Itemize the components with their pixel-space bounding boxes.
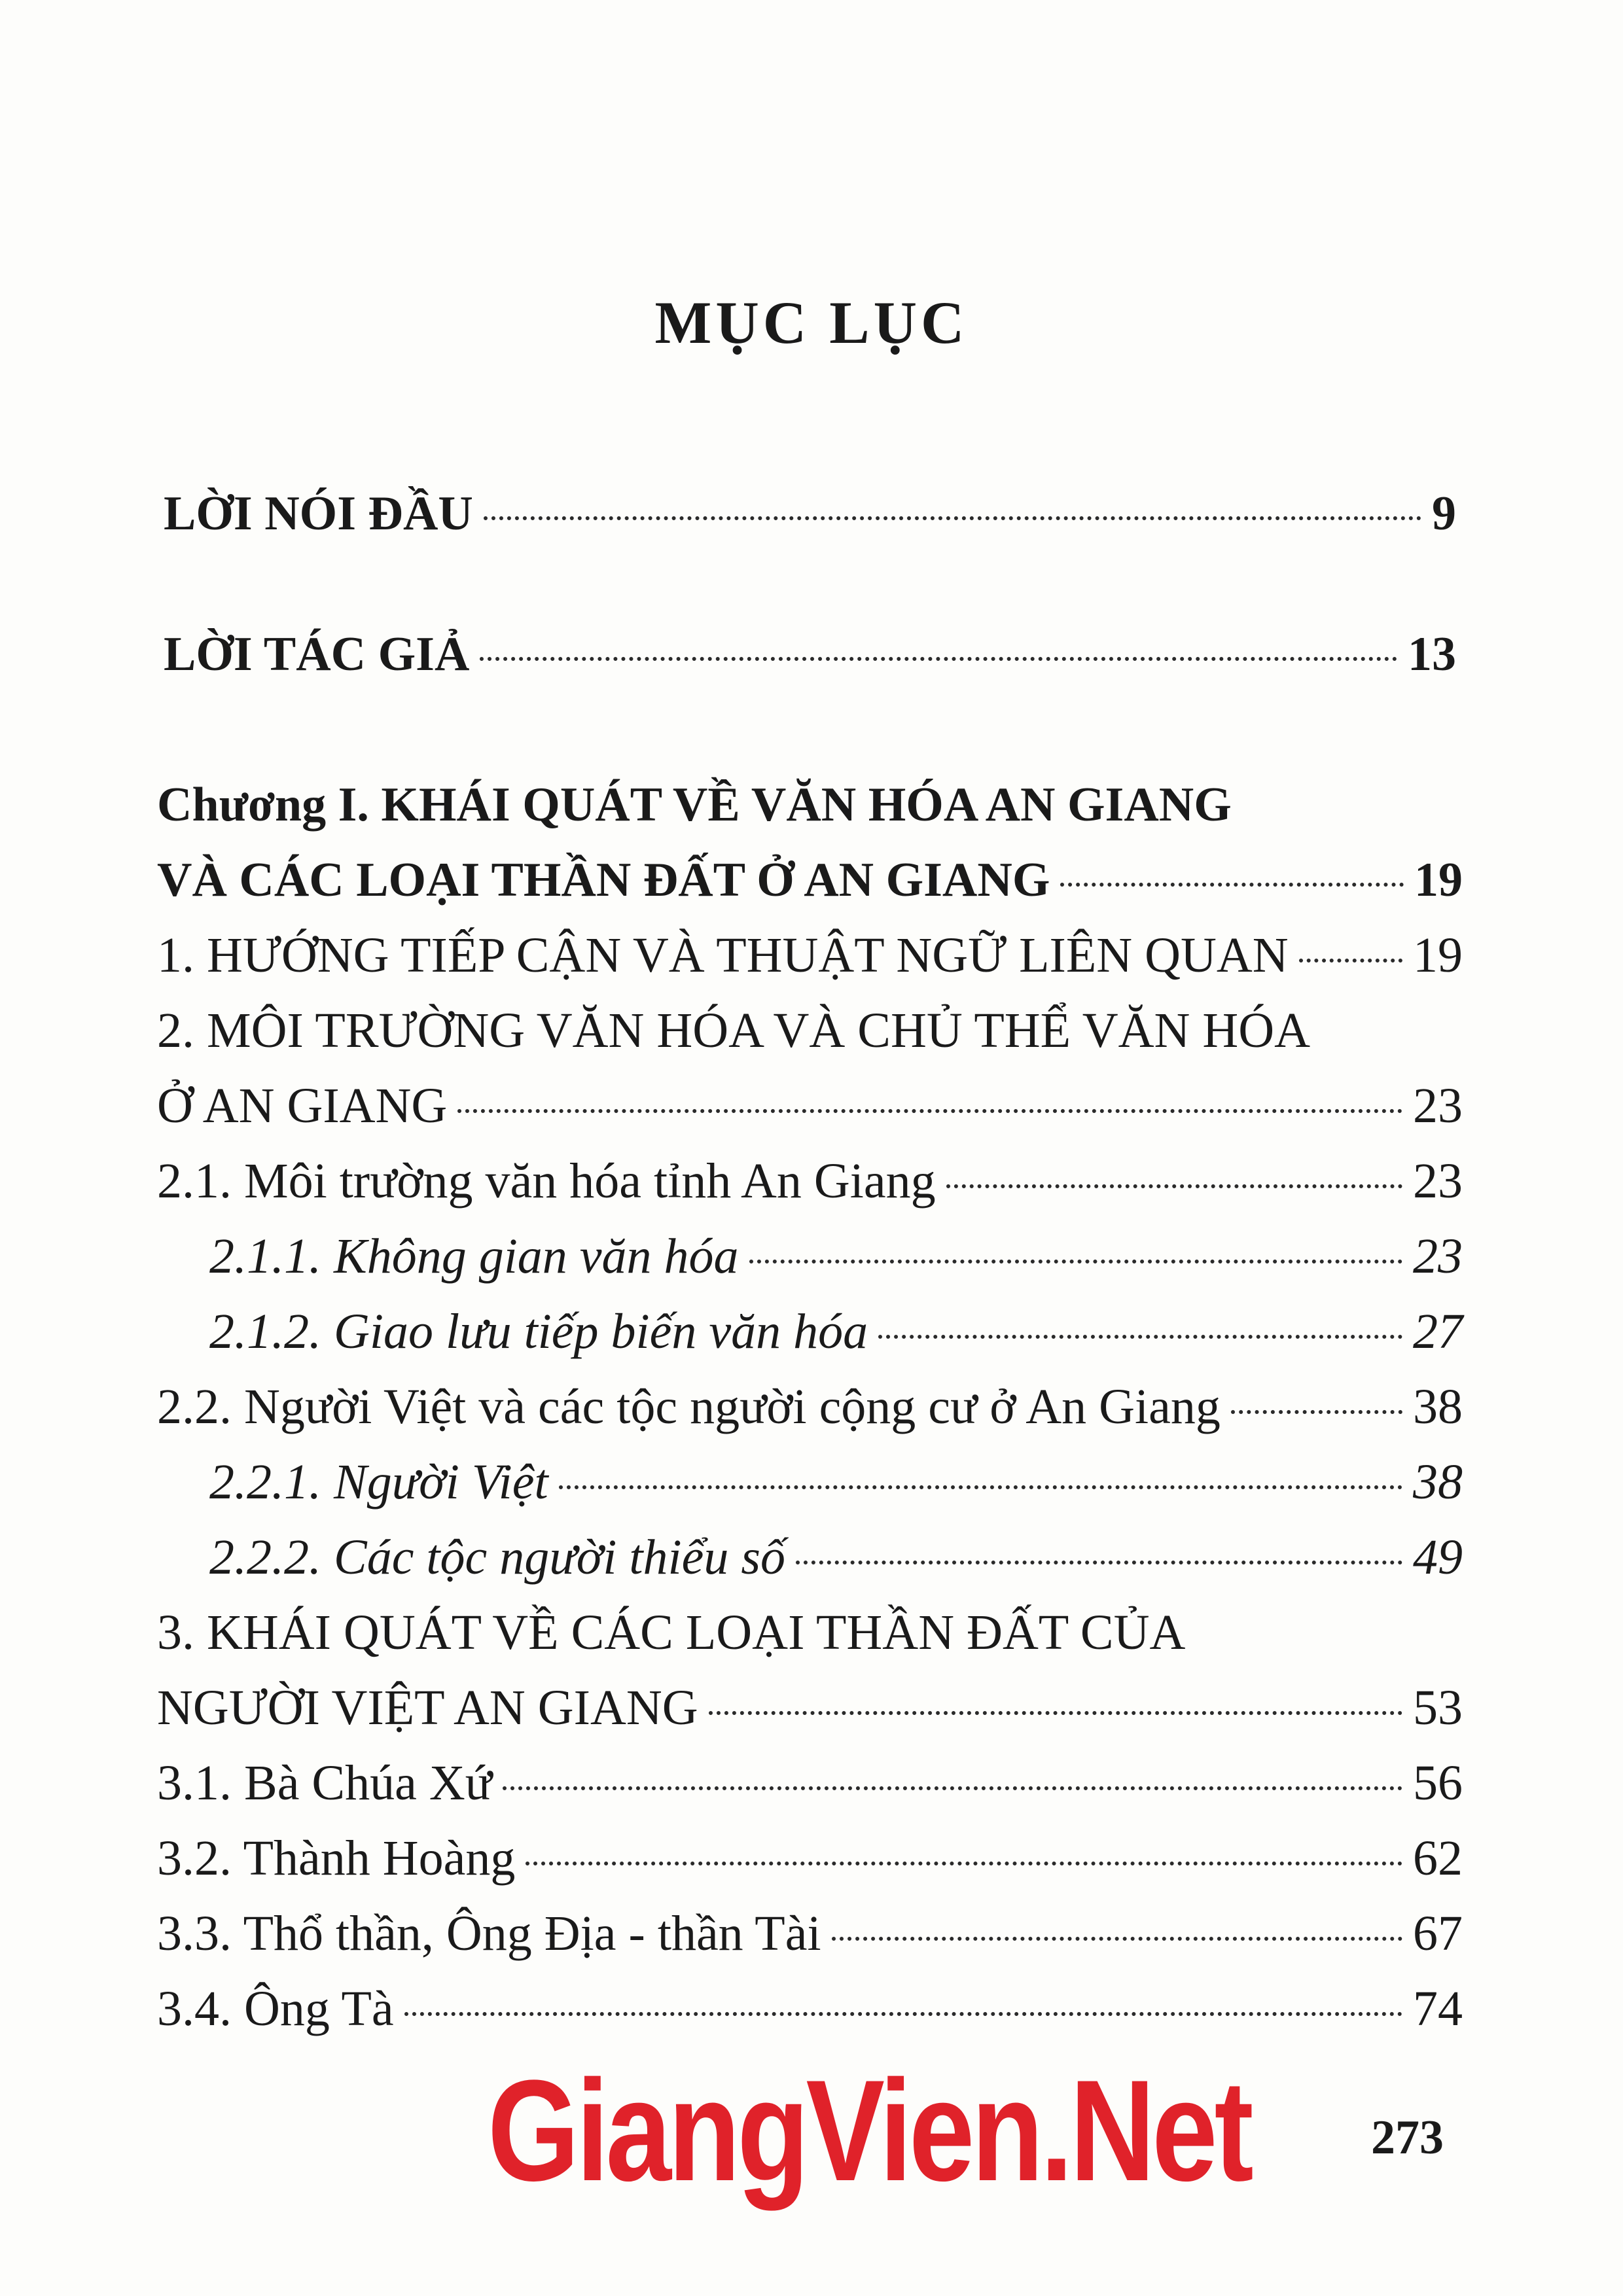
page-title: MỤC LỤC	[654, 289, 969, 356]
toc-entry-page: 23	[1413, 1154, 1463, 1209]
toc-entry-label: 3.3. Thổ thần, Ông Địa - thần Tài	[157, 1906, 821, 1961]
toc-entry-label: 2.1.1. Không gian văn hóa	[209, 1229, 739, 1284]
toc-entry-label: Chương I. KHÁI QUÁT VỀ VĂN HÓA AN GIANG	[157, 778, 1232, 832]
toc-entry-page: 27	[1413, 1304, 1463, 1359]
page-number: 273	[1371, 2111, 1444, 2164]
toc-entry-section-2-2-1	[209, 1449, 1463, 1515]
toc-entry-label: LỜI TÁC GIẢ	[164, 627, 470, 681]
toc-entry-page: 67	[1413, 1906, 1463, 1961]
dot-leader	[796, 1561, 1402, 1564]
toc-entry-page: 23	[1413, 1229, 1463, 1284]
toc-entry-section-3-4	[157, 1976, 1463, 2041]
toc-entry-label: VÀ CÁC LOẠI THẦN ĐẤT Ở AN GIANG	[157, 853, 1050, 907]
dot-leader	[484, 516, 1421, 520]
toc-entry-section-3-line-2	[157, 1675, 1463, 1740]
toc-entry-page: 56	[1413, 1756, 1463, 1810]
toc-entry-section-2-1	[157, 1148, 1463, 1214]
dot-leader	[709, 1711, 1402, 1715]
toc-entry-label: 3.1. Bà Chúa Xứ	[157, 1756, 492, 1810]
toc-entry-label: 2.2. Người Việt và các tộc người cộng cư ở An Giang	[157, 1379, 1221, 1434]
toc-entry-label: 2.2.2. Các tộc người thiểu số	[209, 1530, 785, 1585]
toc-entry-label: 3.4. Ông Tà	[157, 1981, 394, 2036]
toc-entry-section-2-1-1	[209, 1224, 1463, 1289]
toc-entry-page: 53	[1413, 1680, 1463, 1735]
dot-leader	[946, 1184, 1402, 1188]
toc-entry-section-3-line-1	[157, 1600, 1185, 1665]
dot-leader	[559, 1485, 1402, 1489]
toc-entry-label: 2.1.2. Giao lưu tiếp biến văn hóa	[209, 1304, 868, 1359]
toc-entry-page: 19	[1413, 928, 1463, 983]
toc-entry-label: 1. HƯỚNG TIẾP CẬN VÀ THUẬT NGỮ LIÊN QUAN	[157, 928, 1289, 983]
dot-leader	[457, 1109, 1402, 1113]
toc-entry-chapter-1-line-2	[157, 847, 1463, 913]
dot-leader	[480, 657, 1397, 661]
toc-entry-page: 13	[1408, 627, 1456, 681]
toc-entry-page: 9	[1432, 487, 1456, 540]
toc-entry-page: 62	[1413, 1831, 1463, 1886]
toc-entry-label: 2. MÔI TRƯỜNG VĂN HÓA VÀ CHỦ THỂ VĂN HÓA	[157, 1003, 1311, 1058]
dot-leader	[1060, 883, 1404, 887]
toc-entry-section-2-2-2	[209, 1525, 1463, 1590]
toc-entry-page: 74	[1413, 1981, 1463, 2036]
toc-entry-section-3-1	[157, 1750, 1463, 1816]
dot-leader	[526, 1862, 1402, 1865]
dot-leader	[1299, 959, 1402, 963]
toc-entry-page: 38	[1413, 1379, 1463, 1434]
toc-entry-label: 2.1. Môi trường văn hóa tỉnh An Giang	[157, 1154, 936, 1209]
toc-entry-section-1	[157, 923, 1463, 988]
toc-entry-page: 23	[1413, 1078, 1463, 1133]
toc-entry-label: LỜI NÓI ĐẦU	[164, 487, 473, 540]
dot-leader	[832, 1937, 1402, 1941]
toc-entry-section-3-3	[157, 1901, 1463, 1966]
toc-entry-section-3-2	[157, 1826, 1463, 1891]
toc-entry-section-2-2	[157, 1374, 1463, 1439]
toc-entry-label: NGƯỜI VIỆT AN GIANG	[157, 1680, 698, 1735]
toc-entry-label: 3. KHÁI QUÁT VỀ CÁC LOẠI THẦN ĐẤT CỦA	[157, 1605, 1186, 1660]
toc-entry-section-2-1-2	[209, 1299, 1463, 1364]
toc-entry-page: 49	[1413, 1530, 1463, 1585]
dot-leader	[404, 2012, 1402, 2016]
dot-leader	[1231, 1410, 1402, 1414]
toc-entry-section-2-line-1	[157, 998, 1310, 1063]
toc-entry-label: 2.2.1. Người Việt	[209, 1455, 548, 1510]
toc-entry-page: 38	[1413, 1455, 1463, 1510]
watermark-text: GiangVien.Net	[488, 2050, 1251, 2211]
toc-entry-page: 19	[1414, 853, 1463, 907]
toc-entry-loi-tac-gia	[164, 622, 1456, 687]
toc-entry-section-2-line-2	[157, 1073, 1463, 1139]
toc-entry-label: Ở AN GIANG	[157, 1078, 448, 1133]
dot-leader	[878, 1335, 1402, 1339]
toc-entry-loi-noi-dau	[164, 481, 1456, 546]
dot-leader	[749, 1260, 1402, 1263]
toc-entry-label: 3.2. Thành Hoàng	[157, 1831, 516, 1886]
dot-leader	[503, 1786, 1402, 1790]
toc-entry-chapter-1-line-1	[157, 772, 1232, 838]
